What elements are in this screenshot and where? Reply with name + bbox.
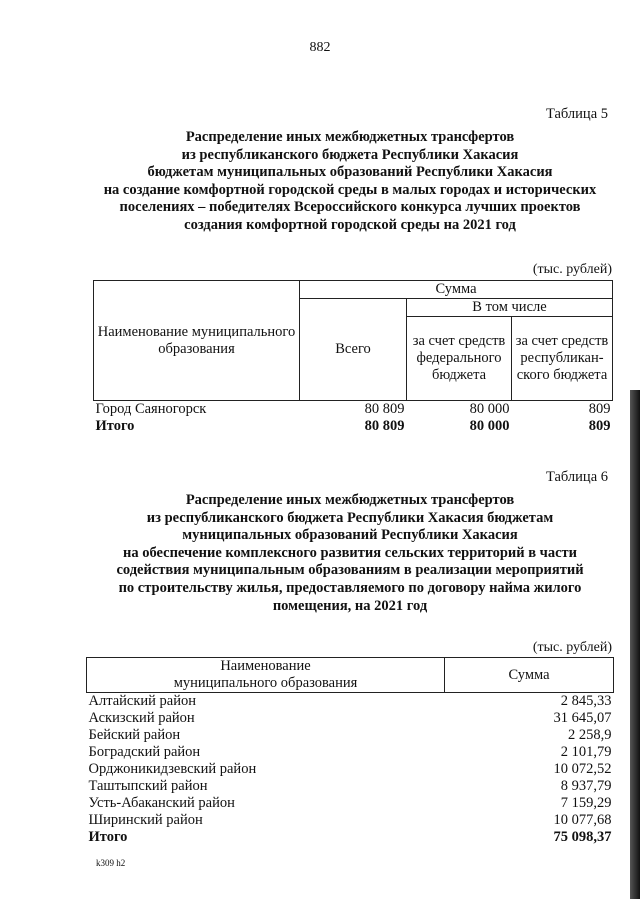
cell-name: Итого [88, 829, 128, 845]
table6 [86, 657, 614, 846]
table-row [94, 401, 613, 419]
header-name [87, 658, 445, 693]
table-row [87, 778, 614, 795]
cell-sum: 10 077,68 [553, 812, 612, 828]
total-row [87, 829, 614, 846]
cell-sum: 8 937,79 [560, 778, 612, 794]
header-federal: за счет средств федерального бюджета [407, 317, 512, 401]
table5 [93, 280, 613, 435]
cell-sum: 75 098,37 [553, 829, 612, 845]
total-row [94, 418, 613, 435]
table-row [87, 744, 614, 761]
title-line: из республиканского бюджета Республики Хакасия [181, 146, 519, 163]
header-republic: за счет средств республикан-ского бюджета [512, 317, 613, 401]
cell-name: Аскизский район [88, 710, 195, 726]
cell-name: Боградский район [88, 744, 201, 760]
table5-title [80, 129, 620, 235]
cell-name: Орджоникидзевский район [88, 761, 257, 777]
table6-label: Таблица 6 [545, 469, 608, 485]
header-name: Наименование муниципального образования [94, 281, 300, 401]
cell-name: Ширинский район [88, 812, 203, 828]
title-line: по строительству жилья, предоставляемого по договору найма жилого [118, 579, 582, 596]
cell-name: Город Саяногорск [95, 401, 207, 417]
table5-unit: (тыс. рублей) [532, 262, 612, 277]
title-line: на создание комфортной городской среды в малых городах и исторических [103, 181, 597, 198]
cell-sum: 31 645,07 [553, 710, 612, 726]
title-line: содействия муниципальным образованиям в реализации мероприятий [116, 562, 584, 579]
table-row [87, 727, 614, 744]
cell-name: Бейский район [88, 727, 181, 743]
cell-name: Таштыпский район [88, 778, 208, 794]
cell-sum: 2 258,9 [568, 727, 612, 743]
title-line: Распределение иных межбюджетных трансфертов [185, 492, 515, 508]
table-row [87, 693, 614, 711]
cell-total: 80 809 [364, 401, 405, 417]
cell-name: Итого [95, 418, 135, 434]
scan-edge [630, 390, 640, 899]
title-line: поселениях – победителях Всероссийского конкурса лучших проектов [119, 199, 581, 216]
title-line: Распределение иных межбюджетных трансфертов [185, 129, 515, 145]
table-row [87, 795, 614, 812]
table5-label: Таблица 5 [545, 106, 608, 122]
header-including: В том числе [407, 299, 613, 317]
title-line: создания комфортной городской среды на 2021 год [184, 216, 516, 233]
header-name-line: муниципального образования [173, 675, 358, 691]
cell-total: 80 809 [364, 418, 405, 434]
cell-sum: 2 101,79 [560, 744, 612, 760]
title-line: из республиканского бюджета Республики Хакасия бюджетам [146, 509, 554, 526]
table-row [87, 812, 614, 829]
table6-unit: (тыс. рублей) [532, 640, 612, 655]
cell-republic: 809 [588, 418, 611, 434]
cell-name: Усть-Абаканский район [88, 795, 235, 811]
footer-code: k309 h2 [96, 858, 126, 868]
header-total: Всего [300, 299, 407, 401]
table6-title [80, 492, 620, 615]
table-row [87, 710, 614, 727]
header-sum: Сумма [445, 658, 614, 693]
cell-sum: 10 072,52 [553, 761, 612, 777]
title-line: бюджетам муниципальных образований Республики Хакасия [147, 164, 553, 181]
cell-name: Алтайский район [88, 693, 196, 709]
title-line: на обеспечение комплексного развития сельских территорий в части [122, 544, 578, 561]
header-sum: Сумма [300, 281, 613, 299]
cell-republic: 809 [588, 401, 611, 417]
cell-federal: 80 000 [469, 401, 510, 417]
header-name-line: Наименование [220, 658, 311, 674]
cell-sum: 2 845,33 [560, 693, 612, 709]
title-line: муниципальных образований Республики Хакасия [182, 527, 518, 544]
title-line: помещения, на 2021 год [272, 597, 428, 614]
page-number: 882 [309, 40, 331, 55]
cell-sum: 7 159,29 [560, 795, 612, 811]
cell-federal: 80 000 [469, 418, 510, 434]
table-row [87, 761, 614, 778]
